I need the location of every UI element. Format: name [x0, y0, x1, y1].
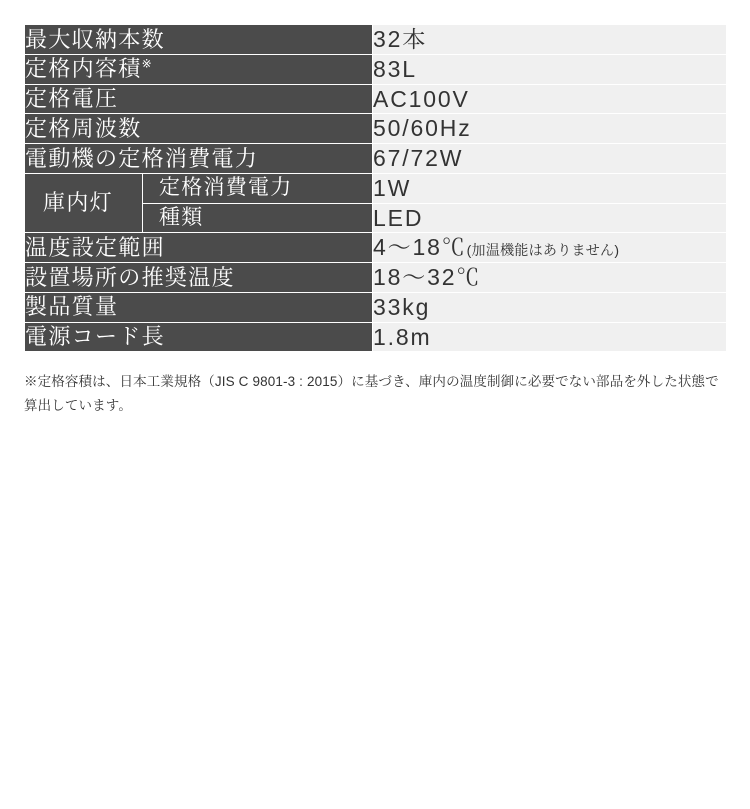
specification-table — [24, 24, 727, 352]
table-row — [25, 84, 727, 114]
row-label-text: 最大収納本数 — [25, 26, 165, 52]
row-value — [373, 173, 727, 203]
table-row — [25, 25, 727, 55]
row-value-text: 33kg — [373, 293, 431, 320]
row-group-label — [25, 173, 143, 233]
row-label — [25, 25, 373, 55]
row-label — [25, 292, 373, 322]
table-row — [25, 322, 727, 352]
row-value-text: 67/72W — [373, 145, 464, 171]
row-value — [373, 292, 727, 322]
row-value — [373, 84, 727, 114]
row-sublabel — [143, 203, 373, 233]
row-value — [373, 54, 727, 84]
row-label — [25, 322, 373, 352]
row-label — [25, 233, 373, 263]
row-label-text: 定格周波数 — [25, 115, 142, 141]
row-label — [25, 144, 373, 174]
row-sublabel-text: 種類 — [159, 205, 204, 229]
row-value-text: 1W — [373, 174, 412, 201]
table-row — [25, 54, 727, 84]
table-row — [25, 233, 727, 263]
row-label-text: 設置場所の推奨温度 — [25, 264, 235, 290]
row-label — [25, 54, 373, 84]
row-value-text: 4〜18℃ — [373, 234, 467, 261]
footnote-line-2: 算出しています。 — [24, 397, 132, 413]
row-value — [373, 263, 727, 293]
row-label — [25, 114, 373, 144]
row-sublabel — [143, 173, 373, 203]
row-value-text: 18〜32℃ — [373, 264, 482, 290]
table-row — [25, 144, 727, 174]
row-value-text: 32本 — [373, 26, 428, 52]
row-label-text: 定格内容積 — [25, 56, 142, 82]
row-value — [373, 203, 727, 233]
table-row-group-first — [25, 173, 727, 203]
table-row — [25, 263, 727, 293]
row-value-text: AC100V — [373, 85, 470, 112]
row-value-text: 50/60Hz — [373, 115, 472, 142]
row-value-text: 1.8m — [373, 323, 432, 350]
row-value — [373, 25, 727, 55]
row-label-text: 電源コード長 — [25, 324, 165, 350]
row-value — [373, 233, 727, 263]
row-value-text: 83L — [373, 55, 417, 82]
row-value — [373, 144, 727, 174]
row-label-text: 電動機の定格消費電力 — [25, 145, 259, 171]
footnote — [24, 370, 726, 417]
row-label — [25, 84, 373, 114]
footnote-mark: ※ — [141, 57, 152, 72]
row-label — [25, 263, 373, 293]
row-label-text: 温度設定範囲 — [25, 234, 165, 260]
row-group-label-text: 庫内灯 — [43, 190, 113, 216]
row-value — [373, 322, 727, 352]
row-value — [373, 114, 727, 144]
row-label-text: 製品質量 — [25, 294, 119, 320]
row-label-text: 定格電圧 — [25, 86, 119, 112]
footnote-line-1: ※定格容積は、日本工業規格（JIS C 9801-3 : 2015）に基づき、庫内の温度制御に必要でない部品を外した状態で — [24, 374, 719, 390]
row-sublabel-text: 定格消費電力 — [159, 176, 293, 199]
table-row — [25, 114, 727, 144]
table-row — [25, 292, 727, 322]
row-value-text: LED — [373, 204, 424, 231]
row-value-note: (加温機能はありません) — [466, 242, 620, 259]
